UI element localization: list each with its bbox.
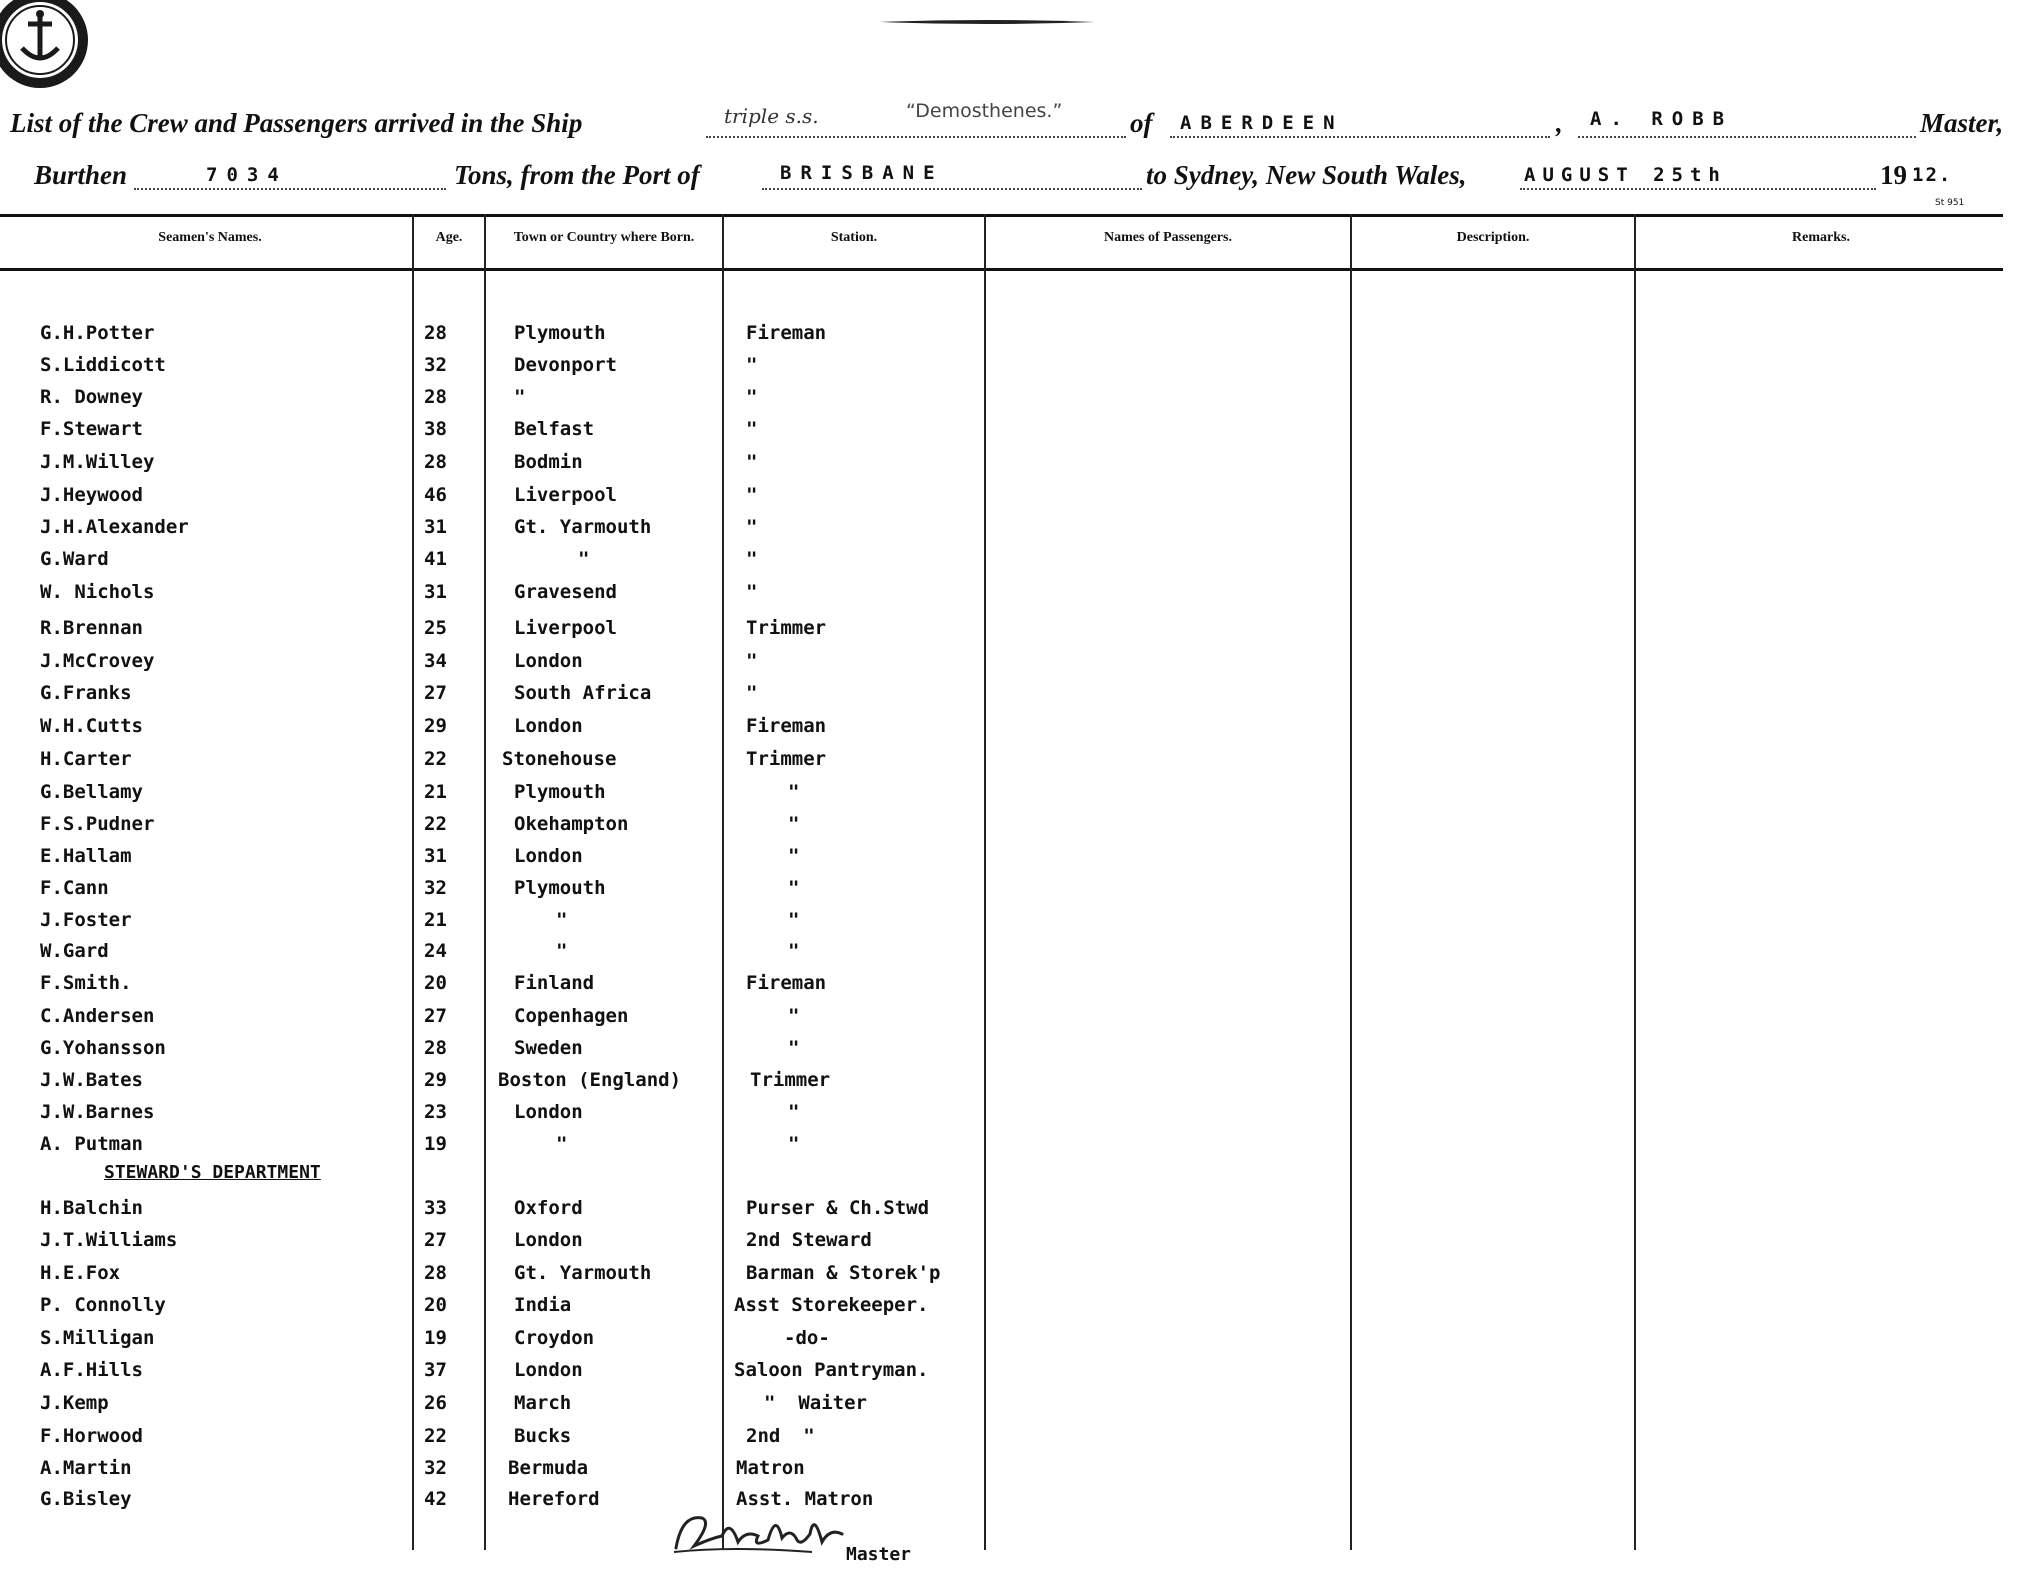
ship-name: “Demosthenes.” [906, 100, 1063, 122]
ship-type-handwritten: triple s.s. [724, 104, 819, 128]
seaman-name: S.Liddicott [40, 354, 166, 376]
seaman-town: Okehampton [514, 813, 629, 835]
seaman-name: J.Foster [40, 909, 132, 931]
col-passengers: Names of Passengers. [1104, 230, 1232, 245]
seaman-town: Liverpool [514, 617, 617, 639]
seaman-age: 28 [424, 1262, 447, 1284]
seaman-name: J.M.Willey [40, 451, 155, 473]
seaman-town: Copenhagen [514, 1005, 629, 1027]
seaman-town: Gt. Yarmouth [514, 1262, 652, 1284]
seaman-station: Trimmer [746, 748, 827, 770]
seaman-station: " [788, 1005, 800, 1027]
seaman-station: " [746, 418, 758, 440]
burthen-dots [134, 188, 446, 190]
seaman-town: Gt. Yarmouth [514, 516, 652, 538]
seaman-town: Hereford [508, 1488, 600, 1510]
table-row [0, 877, 2017, 905]
seaman-age: 41 [424, 548, 447, 570]
seaman-town: March [514, 1392, 572, 1414]
seaman-age: 19 [424, 1327, 447, 1349]
seaman-name: W. Nichols [40, 581, 155, 603]
seaman-age: 23 [424, 1101, 447, 1123]
seaman-town: " [578, 548, 590, 570]
seaman-name: J.Kemp [40, 1392, 109, 1414]
seaman-town: London [514, 1229, 583, 1251]
seaman-town: Devonport [514, 354, 617, 376]
seaman-name: C.Andersen [40, 1005, 155, 1027]
seaman-station: " [788, 1101, 800, 1123]
seaman-age: 33 [424, 1197, 447, 1219]
table-row [0, 781, 2017, 809]
table-row [0, 1425, 2017, 1453]
form-ref: St 951 [1935, 198, 1965, 208]
seaman-name: G.Bellamy [40, 781, 143, 803]
table-row [0, 909, 2017, 937]
seaman-town: Bermuda [508, 1457, 589, 1479]
seaman-name: R.Brennan [40, 617, 143, 639]
seaman-town: London [514, 650, 583, 672]
table-row [0, 581, 2017, 609]
table-row [0, 972, 2017, 1000]
seaman-station: " [788, 813, 800, 835]
seaman-station: " [746, 516, 758, 538]
seaman-town: Oxford [514, 1197, 583, 1219]
seaman-age: 32 [424, 354, 447, 376]
seaman-town: London [514, 1359, 583, 1381]
seaman-town: " [556, 1133, 568, 1155]
seaman-town: Belfast [514, 418, 595, 440]
section-heading: STEWARD'S DEPARTMENT [104, 1162, 321, 1183]
seaman-age: 46 [424, 484, 447, 506]
seaman-town: Stonehouse [502, 748, 617, 770]
seaman-station: " [746, 650, 758, 672]
seaman-name: A. Putman [40, 1133, 143, 1155]
seaman-age: 37 [424, 1359, 447, 1381]
seaman-name: S.Milligan [40, 1327, 155, 1349]
seaman-name: F.Horwood [40, 1425, 143, 1447]
seaman-age: 31 [424, 581, 447, 603]
seaman-station: Asst. Matron [736, 1488, 874, 1510]
seaman-station: " [788, 1133, 800, 1155]
seaman-station: -do- [784, 1327, 830, 1349]
seaman-town: " [556, 940, 568, 962]
port-from: BRISBANE [780, 162, 944, 184]
signature-master-label: Master [846, 1544, 912, 1565]
seaman-town: " [556, 909, 568, 931]
table-row [0, 354, 2017, 382]
seaman-age: 29 [424, 1069, 447, 1091]
seaman-age: 38 [424, 418, 447, 440]
seaman-station: Fireman [746, 972, 827, 994]
table-row [0, 1294, 2017, 1322]
table-row [0, 418, 2017, 446]
master-dots [1578, 136, 1916, 138]
seaman-station: " [746, 581, 758, 603]
seaman-name: W.H.Cutts [40, 715, 143, 737]
table-row [0, 1359, 2017, 1387]
master-name: A. ROBB [1590, 108, 1734, 130]
seaman-age: 20 [424, 1294, 447, 1316]
seaman-town: London [514, 1101, 583, 1123]
seaman-age: 29 [424, 715, 447, 737]
seaman-age: 26 [424, 1392, 447, 1414]
seaman-town: Boston (England) [498, 1069, 682, 1091]
col-town: Town or Country where Born. [513, 230, 695, 245]
top-rule-mark-icon [880, 18, 1095, 26]
table-row [0, 1005, 2017, 1033]
seaman-name: A.Martin [40, 1457, 132, 1479]
seaman-station: Fireman [746, 715, 827, 737]
table-row [0, 516, 2017, 544]
seaman-town: India [514, 1294, 572, 1316]
seaman-age: 19 [424, 1133, 447, 1155]
seaman-station: Fireman [746, 322, 827, 344]
table-row [0, 386, 2017, 414]
seaman-town: London [514, 715, 583, 737]
seaman-age: 28 [424, 386, 447, 408]
table-row [0, 451, 2017, 479]
seaman-age: 21 [424, 909, 447, 931]
burthen-value: 7034 [206, 164, 288, 186]
seaman-station: Barman & Storek'p [746, 1262, 941, 1284]
seaman-age: 32 [424, 877, 447, 899]
seaman-station: " [788, 909, 800, 931]
seaman-town: Finland [514, 972, 595, 994]
seaman-name: P. Connolly [40, 1294, 166, 1316]
table-row [0, 1037, 2017, 1065]
seaman-town: Plymouth [514, 781, 606, 803]
seaman-age: 31 [424, 845, 447, 867]
seaman-name: F.S.Pudner [40, 813, 155, 835]
seaman-station: " Waiter [764, 1392, 867, 1414]
seaman-name: J.W.Barnes [40, 1101, 155, 1123]
seaman-station: Saloon Pantryman. [734, 1359, 929, 1381]
seaman-age: 28 [424, 1037, 447, 1059]
seaman-age: 20 [424, 972, 447, 994]
seaman-town: Bucks [514, 1425, 572, 1447]
seaman-town: Bodmin [514, 451, 583, 473]
homeport-dots [1170, 136, 1550, 138]
table-row [0, 748, 2017, 776]
seaman-age: 31 [424, 516, 447, 538]
year-prefix: 19 [1880, 160, 1907, 190]
seaman-age: 34 [424, 650, 447, 672]
table-row [0, 1488, 2017, 1516]
seaman-name: E.Hallam [40, 845, 132, 867]
seaman-name: F.Cann [40, 877, 109, 899]
seaman-age: 27 [424, 1005, 447, 1027]
seaman-name: H.Balchin [40, 1197, 143, 1219]
col-age: Age. [435, 230, 463, 245]
seaman-station: " [788, 877, 800, 899]
seaman-station: 2nd Steward [746, 1229, 872, 1251]
seaman-station: Purser & Ch.Stwd [746, 1197, 930, 1219]
seaman-name: J.W.Bates [40, 1069, 143, 1091]
seaman-name: G.Ward [40, 548, 109, 570]
table-row [0, 617, 2017, 645]
master-label: Master, [1920, 108, 2004, 138]
seaman-age: 28 [424, 451, 447, 473]
header-bottom-rule [0, 268, 2003, 271]
seaman-town: Plymouth [514, 877, 606, 899]
header-top-rule [0, 214, 2003, 217]
sydney-stamp-icon [0, 0, 92, 92]
seaman-station: " [746, 354, 758, 376]
table-row [0, 484, 2017, 512]
table-row [0, 715, 2017, 743]
seaman-station: " [746, 548, 758, 570]
table-row [0, 845, 2017, 873]
seaman-name: J.H.Alexander [40, 516, 189, 538]
seaman-age: 24 [424, 940, 447, 962]
seaman-town: Croydon [514, 1327, 595, 1349]
seaman-station: Trimmer [750, 1069, 831, 1091]
seaman-station: " [788, 940, 800, 962]
col-description: Description. [1456, 230, 1530, 245]
table-row [0, 1101, 2017, 1129]
table-row [0, 1327, 2017, 1355]
seaman-name: H.Carter [40, 748, 132, 770]
port-dots [762, 188, 1142, 190]
seaman-station: Matron [736, 1457, 805, 1479]
table-row [0, 1069, 2017, 1097]
seaman-station: Asst Storekeeper. [734, 1294, 929, 1316]
seaman-name: R. Downey [40, 386, 143, 408]
seaman-age: 28 [424, 322, 447, 344]
table-row [0, 1133, 2017, 1161]
burthen-label: Burthen [34, 160, 128, 190]
seaman-name: F.Smith. [40, 972, 132, 994]
seaman-name: A.F.Hills [40, 1359, 143, 1381]
seaman-name: G.H.Potter [40, 322, 155, 344]
seaman-age: 42 [424, 1488, 447, 1510]
seaman-town: Gravesend [514, 581, 617, 603]
table-row [0, 940, 2017, 968]
table-row [0, 1457, 2017, 1485]
of-label: of [1130, 108, 1153, 138]
seaman-town: " [514, 386, 526, 408]
date: AUGUST 25th [1524, 164, 1727, 186]
seaman-station: " [746, 451, 758, 473]
seaman-name: W.Gard [40, 940, 109, 962]
comma: , [1556, 108, 1563, 138]
seaman-town: Liverpool [514, 484, 617, 506]
ship-dots [706, 136, 1126, 138]
seaman-station: " [788, 1037, 800, 1059]
seaman-age: 27 [424, 1229, 447, 1251]
col-remarks: Remarks. [1792, 230, 1850, 245]
seaman-station: " [788, 781, 800, 803]
seaman-age: 22 [424, 813, 447, 835]
to-label: to Sydney, New South Wales, [1146, 160, 1467, 190]
seaman-name: J.McCrovey [40, 650, 155, 672]
col-seamen-names: Seamen's Names. [158, 230, 262, 245]
seaman-age: 25 [424, 617, 447, 639]
date-dots [1520, 188, 1876, 190]
table-row [0, 322, 2017, 350]
seaman-town: London [514, 845, 583, 867]
table-row [0, 650, 2017, 678]
seaman-age: 27 [424, 682, 447, 704]
seaman-station: " [788, 845, 800, 867]
seaman-age: 22 [424, 748, 447, 770]
table-row [0, 1392, 2017, 1420]
seaman-town: Sweden [514, 1037, 583, 1059]
seaman-age: 32 [424, 1457, 447, 1479]
seaman-station: " [746, 386, 758, 408]
seaman-name: H.E.Fox [40, 1262, 121, 1284]
table-row [0, 1229, 2017, 1257]
seaman-station: Trimmer [746, 617, 827, 639]
table-row [0, 682, 2017, 710]
table-row [0, 1262, 2017, 1290]
seaman-name: G.Yohansson [40, 1037, 166, 1059]
seaman-station: " [746, 484, 758, 506]
seaman-name: G.Franks [40, 682, 132, 704]
seaman-name: J.T.Williams [40, 1229, 178, 1251]
seaman-town: Plymouth [514, 322, 606, 344]
year-suffix: 12. [1912, 164, 1953, 186]
seaman-station: " [746, 682, 758, 704]
tons-from-label: Tons, from the Port of [454, 160, 700, 190]
seaman-name: F.Stewart [40, 418, 143, 440]
seaman-name: G.Bisley [40, 1488, 132, 1510]
header-intro: List of the Crew and Passengers arrived in the Ship [10, 108, 583, 138]
seaman-town: South Africa [514, 682, 652, 704]
seaman-age: 22 [424, 1425, 447, 1447]
table-row [0, 548, 2017, 576]
table-row [0, 1197, 2017, 1225]
seaman-name: J.Heywood [40, 484, 143, 506]
col-station: Station. [830, 230, 878, 245]
home-port: ABERDEEN [1180, 112, 1344, 134]
seaman-station: 2nd " [746, 1425, 815, 1447]
table-row [0, 813, 2017, 841]
seaman-age: 21 [424, 781, 447, 803]
